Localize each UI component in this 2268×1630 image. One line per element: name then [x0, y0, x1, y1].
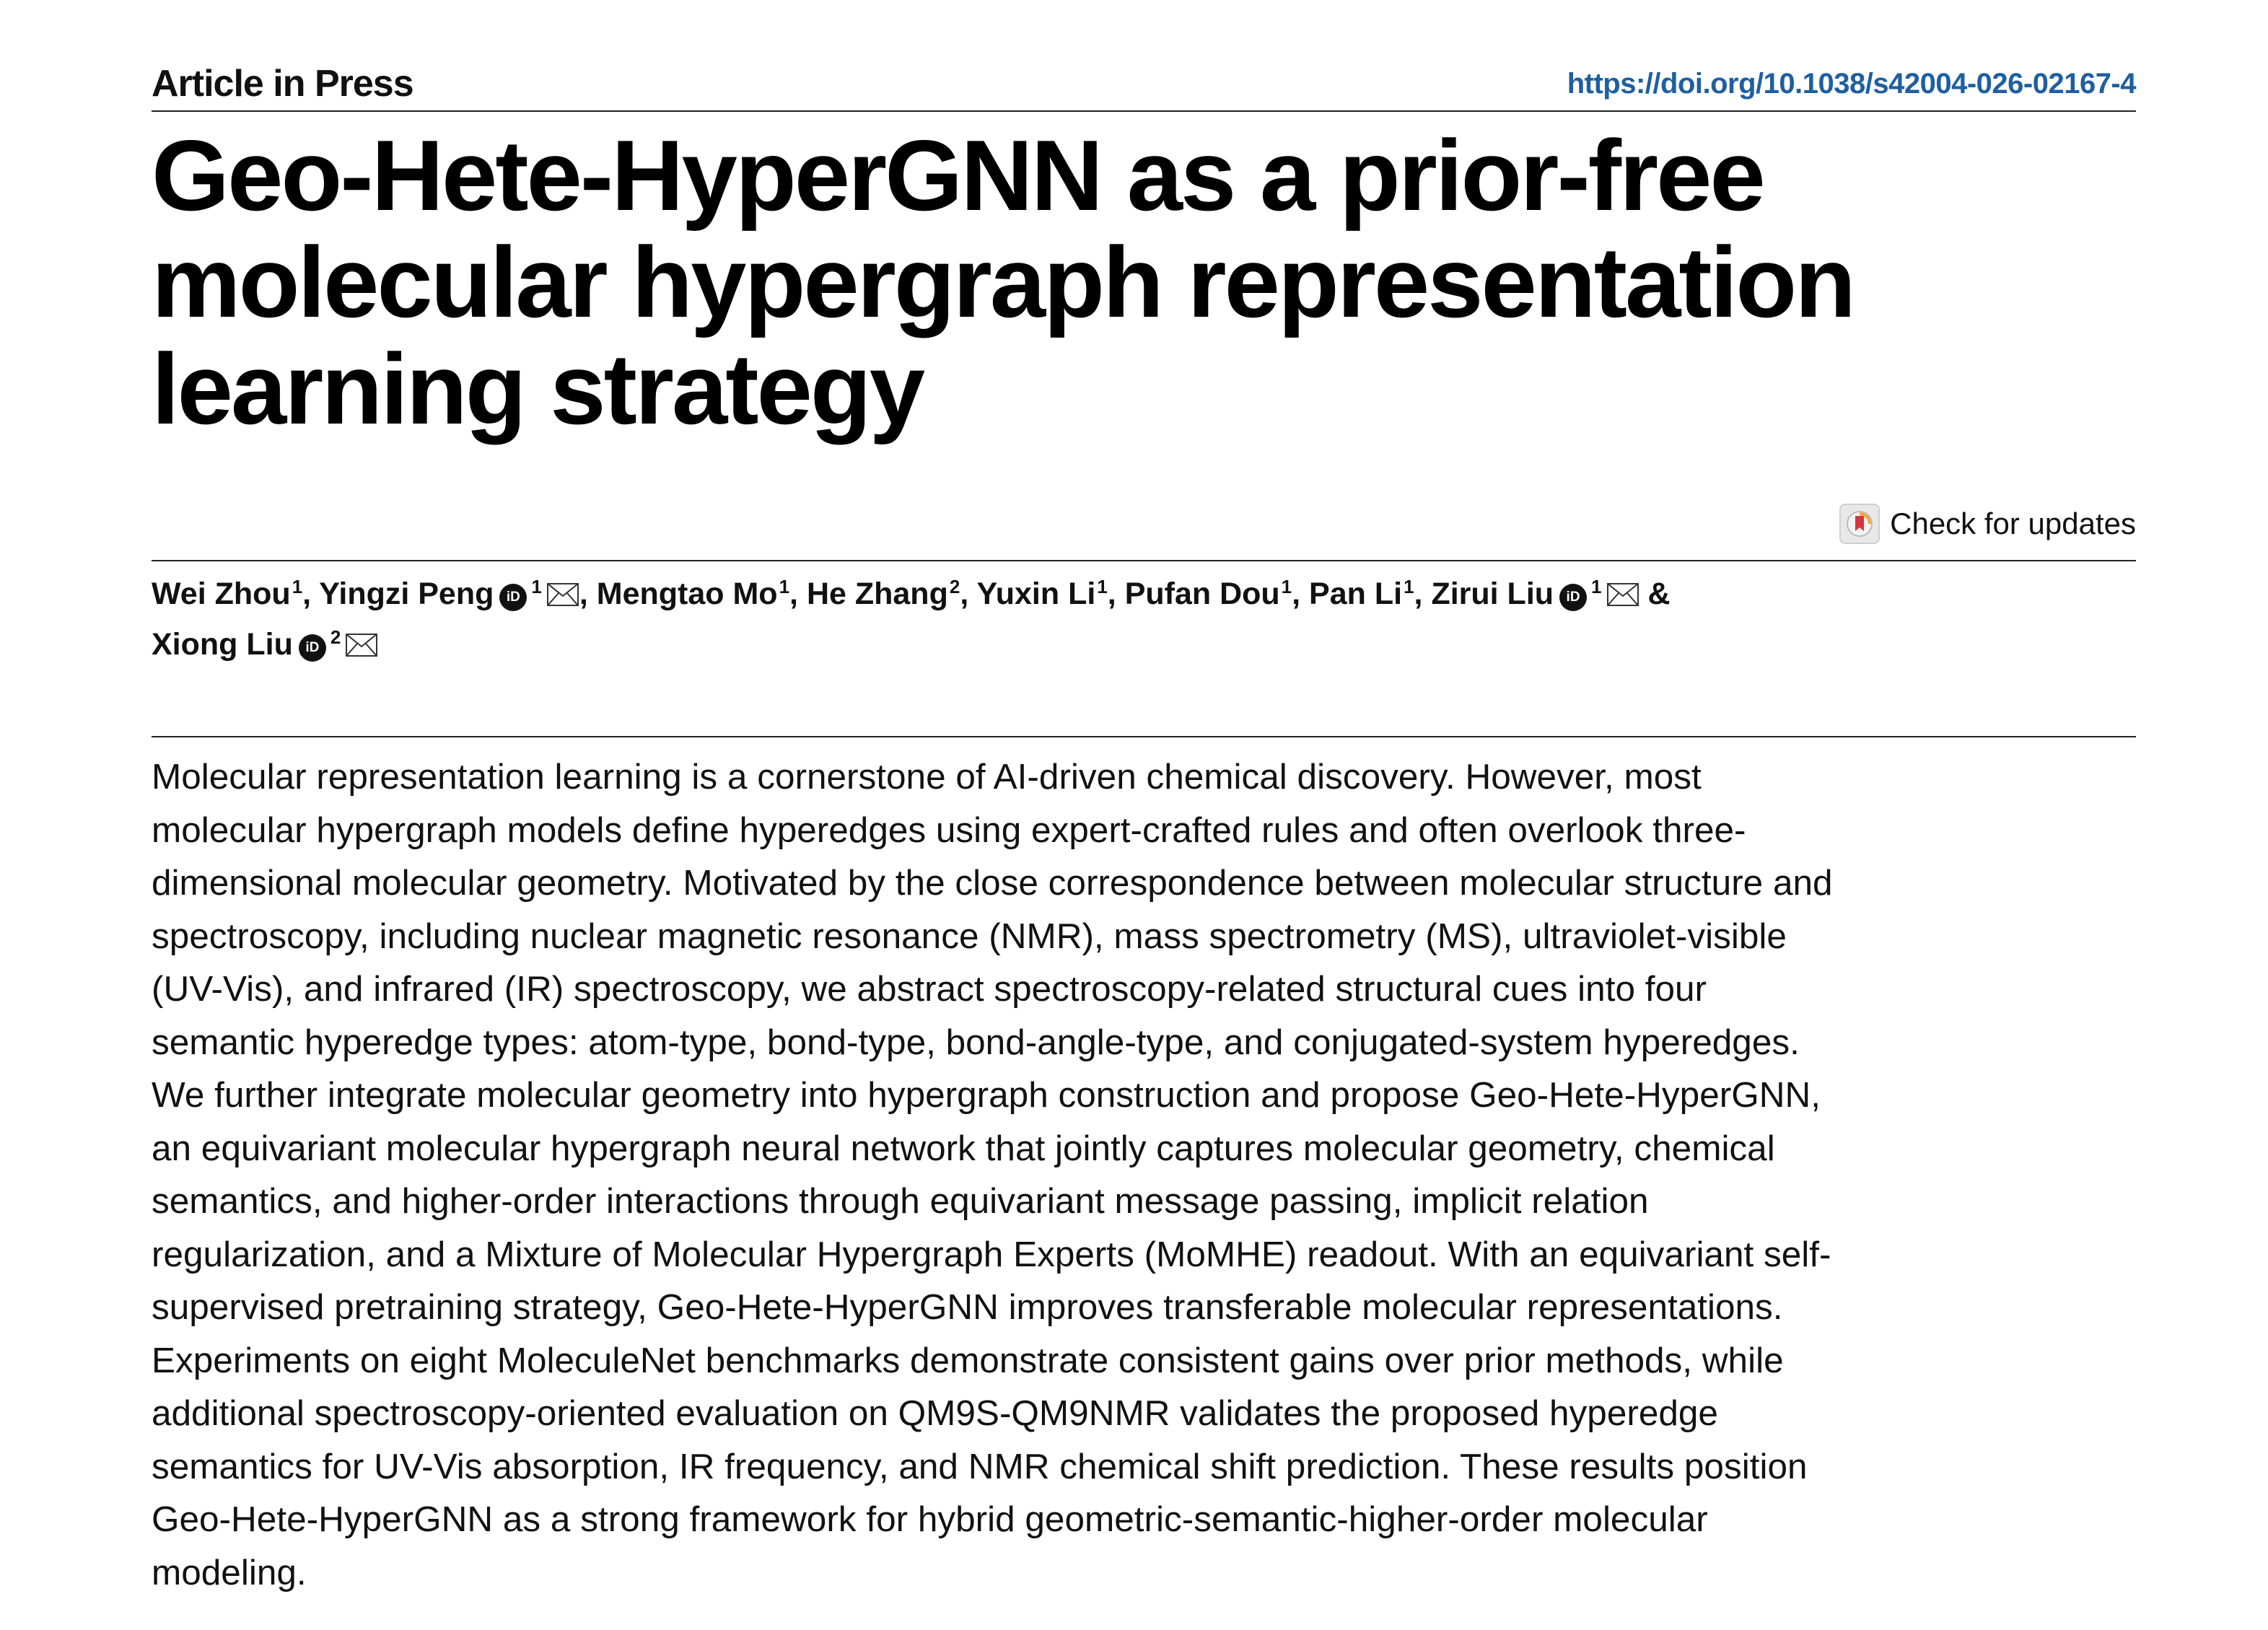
article-header-bar	[152, 55, 2136, 113]
author-item[interactable]	[976, 577, 1107, 611]
author-name: Mengtao Mo	[596, 577, 778, 611]
author-separator: ,	[960, 577, 977, 611]
author-name: Pan Li	[1309, 577, 1403, 611]
author-name: Yuxin Li	[976, 577, 1096, 611]
orcid-icon[interactable]: iD	[499, 584, 527, 611]
author-name: Zirui Liu	[1431, 577, 1554, 611]
affiliation-marker: 1	[1404, 575, 1414, 597]
article-status-label: Article in Press	[152, 63, 413, 105]
orcid-icon[interactable]: iD	[299, 634, 326, 662]
author-separator: ,	[1414, 577, 1432, 611]
author-item[interactable]	[152, 577, 302, 611]
header-divider	[152, 110, 2136, 112]
author-separator: ,	[789, 577, 807, 611]
affiliation-marker: 2	[949, 575, 960, 597]
email-icon[interactable]	[546, 573, 579, 621]
email-icon[interactable]	[345, 623, 378, 671]
author-item[interactable]	[152, 627, 378, 662]
article-page	[152, 0, 2136, 1630]
author-name: He Zhang	[806, 577, 948, 611]
orcid-icon[interactable]: iD	[1559, 584, 1587, 611]
author-list	[152, 570, 2136, 671]
author-name: Pufan Dou	[1124, 577, 1280, 611]
author-item[interactable]	[807, 577, 960, 611]
email-icon[interactable]	[1606, 573, 1639, 621]
author-separator: ,	[1107, 577, 1125, 611]
affiliation-marker: 1	[531, 575, 542, 597]
author-separator: ,	[1292, 577, 1310, 611]
article-title: Geo-Hete-HyperGNN as a prior-free molecular hypergraph representation learning strategy	[152, 120, 1855, 445]
author-item[interactable]	[1309, 577, 1414, 611]
abstract-text: Molecular representation learning is a cornerstone of AI-driven chemical discovery. However, most molecular hypergraph models define hyperedges using expert-crafted rules and often overlook three-dimensional molecular geometry. Motivated by the close correspondence between molecular structure and spectroscopy, including nuclear magnetic resonance (NMR), mass spectrometry (MS), ultraviolet-visible (UV-Vis), and infrared (IR) spectroscopy, we abstract spectroscopy-related structural cues into four semantic hyperedge types: atom-type, bond-type, bond-angle-type, and conjugated-system hyperedges. We further integrate molecular geometry into hypergraph construction and propose Geo-Hete-HyperGNN, an equivariant molecular hypergraph neural network that jointly captures molecular geometry, chemical semantics, and higher-order interactions through equivariant message passing, implicit relation regularization, and a Mixture of Molecular Hypergraph Experts (MoMHE) readout. With an equivariant self-supervised pretraining strategy, Geo-Hete-HyperGNN improves transferable molecular representations. Experiments on eight MoleculeNet benchmarks demonstrate consistent gains over prior methods, while additional spectroscopy-oriented evaluation on QM9S-QM9NMR validates the proposed hyperedge semantics for UV-Vis absorption, IR frequency, and NMR chemical shift prediction. These results position Geo-Hete-HyperGNN as a strong framework for hybrid geometric-semantic-higher-order molecular modeling.	[152, 757, 1833, 1592]
author-separator: ,	[302, 577, 320, 611]
check-for-updates-button[interactable]	[1839, 501, 2136, 547]
authors-divider	[152, 560, 2136, 561]
author-item[interactable]	[319, 577, 579, 611]
affiliation-marker: 1	[292, 575, 303, 597]
check-for-updates-icon	[1839, 504, 1880, 544]
affiliation-marker: 1	[1591, 575, 1602, 597]
author-name: Yingzi Peng	[319, 577, 494, 611]
author-separator: &	[1639, 577, 1671, 611]
author-name: Xiong Liu	[152, 627, 293, 662]
author-name: Wei Zhou	[152, 577, 291, 611]
doi-link[interactable]: https://doi.org/10.1038/s42004-026-02167-4	[1567, 67, 2136, 100]
check-for-updates-label: Check for updates	[1890, 507, 2136, 540]
affiliation-marker: 1	[1281, 575, 1292, 597]
author-item[interactable]	[1431, 577, 1639, 611]
abstract-divider	[152, 736, 2136, 737]
author-item[interactable]	[1125, 577, 1292, 611]
author-separator: ,	[579, 577, 597, 611]
affiliation-marker: 1	[1097, 575, 1108, 597]
affiliation-marker: 1	[779, 575, 790, 597]
author-item[interactable]	[597, 577, 789, 611]
affiliation-marker: 2	[330, 626, 341, 648]
